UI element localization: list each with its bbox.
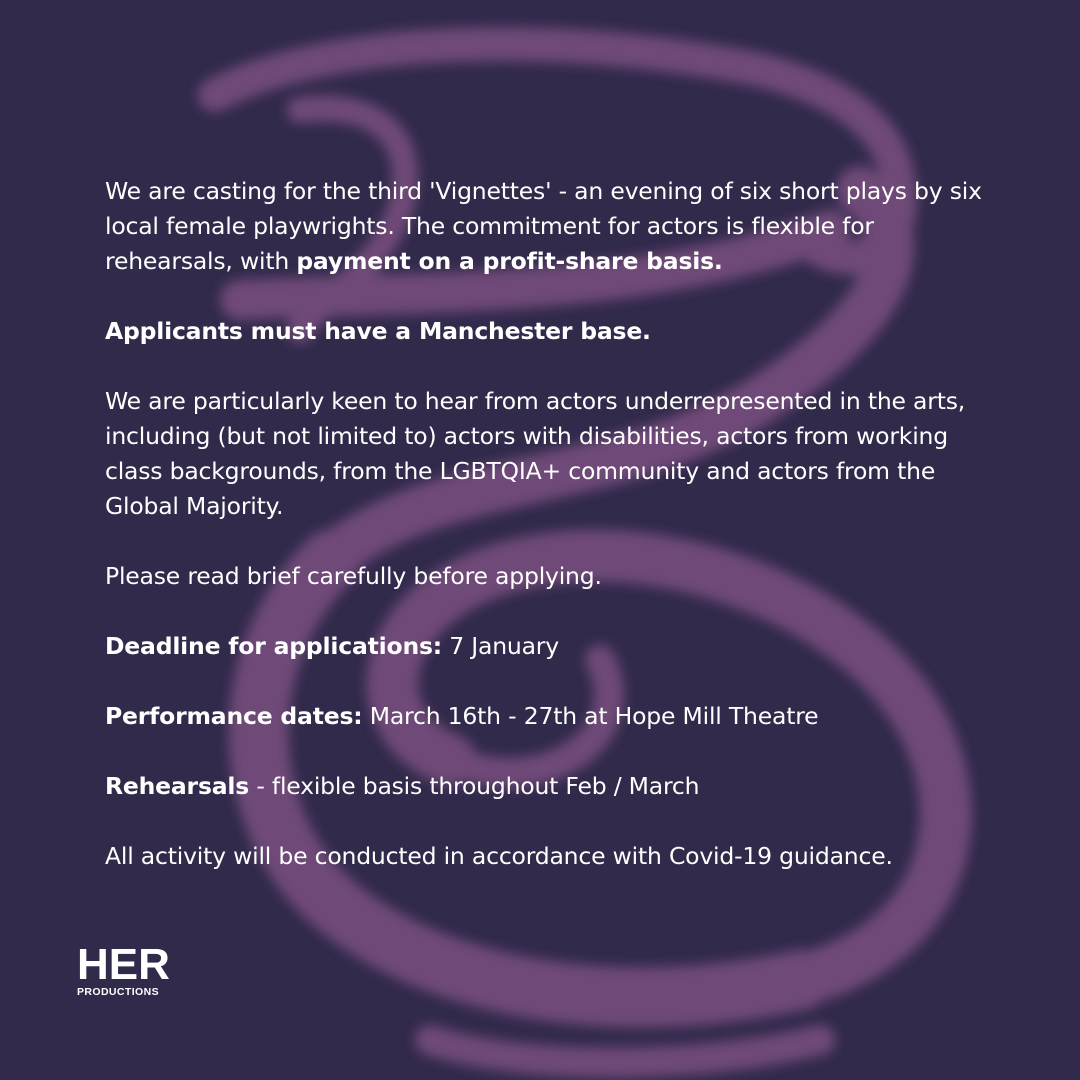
payment-note: payment on a profit-share basis.	[296, 247, 723, 275]
her-productions-logo	[77, 940, 170, 998]
deadline-line	[105, 629, 559, 664]
intro-paragraph	[105, 174, 985, 279]
brief-note: Please read brief carefully before applying.	[105, 562, 602, 590]
rehearsals-label: Rehearsals	[105, 772, 250, 800]
performance-line	[105, 699, 818, 734]
logo-sub-text: PRODUCTIONS	[77, 986, 159, 998]
rehearsals-line	[105, 769, 699, 804]
performance-value: March 16th - 27th at Hope Mill Theatre	[362, 702, 819, 730]
logo-main-text: HER	[77, 940, 170, 989]
performance-label: Performance dates:	[105, 702, 363, 730]
diversity-paragraph: We are particularly keen to hear from actors underrepresented in the arts, including (but not limited to) actors with disabilities, actors from working class backgrounds, from the LGBTQIA+ community and actors from the Global Majority.	[105, 387, 966, 520]
location-requirement	[105, 314, 651, 349]
rehearsals-value: - flexible basis throughout Feb / March	[249, 772, 700, 800]
deadline-label: Deadline for applications:	[105, 632, 442, 660]
deadline-value: 7 January	[441, 632, 559, 660]
location-requirement-text: Applicants must have a Manchester base.	[105, 317, 651, 345]
intro-text: We are casting for the third 'Vignettes' - an evening of six short plays by six local female playwrights. The commitment for actors is flexible for rehearsals, with	[105, 177, 982, 275]
covid-note: All activity will be conducted in accordance with Covid-19 guidance.	[105, 842, 893, 870]
